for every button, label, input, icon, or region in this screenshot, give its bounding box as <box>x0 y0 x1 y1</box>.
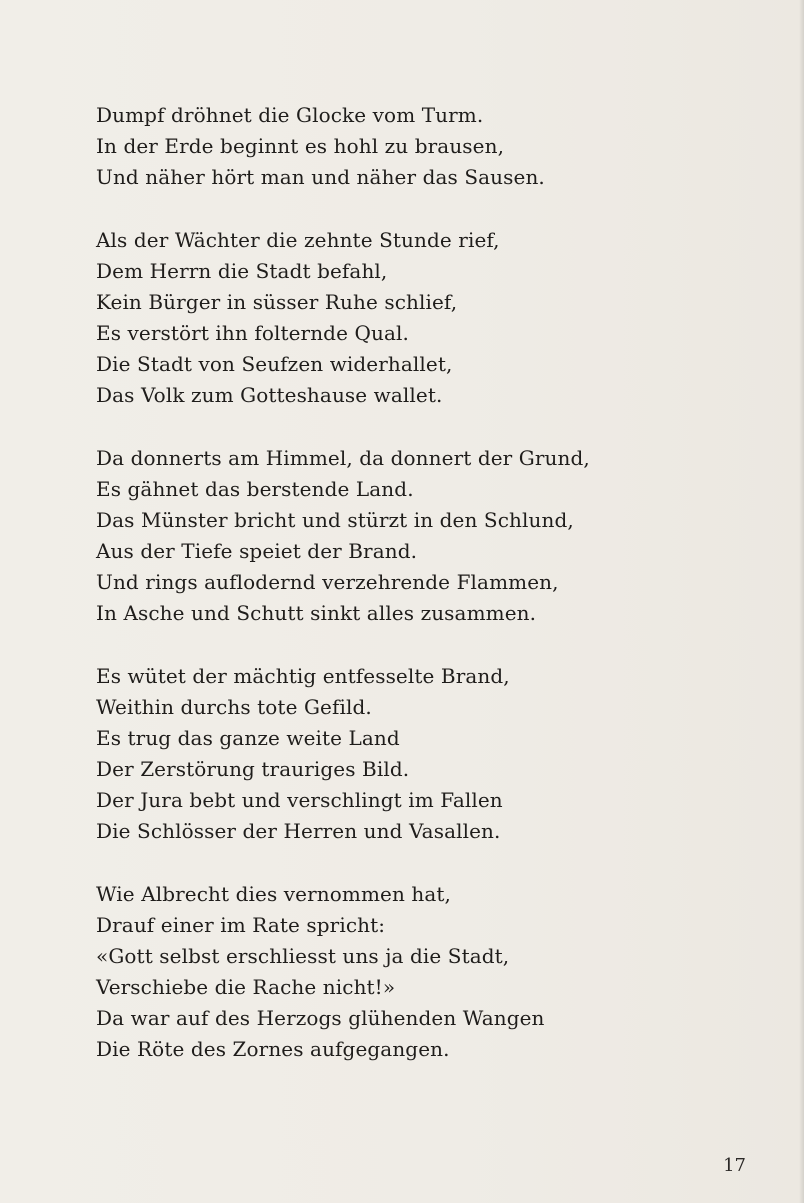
poem-line: Und näher hört man und näher das Sausen. <box>96 165 545 189</box>
poem-line: Die Röte des Zornes aufgegangen. <box>96 1037 450 1061</box>
poem-line: «Gott selbst erschliesst uns ja die Stadt, <box>96 944 510 968</box>
poem-line: Aus der Tiefe speiet der Brand. <box>96 539 418 563</box>
poem-line: Es trug das ganze weite Land <box>96 726 400 750</box>
poem-line: Verschiebe die Rache nicht!» <box>96 975 396 999</box>
poem-line: Das Münster bricht und stürzt in den Schlund, <box>96 508 574 532</box>
poem-line: Kein Bürger in süsser Ruhe schlief, <box>96 290 458 314</box>
page-edge-shadow <box>799 0 804 1203</box>
poem-line: Als der Wächter die zehnte Stunde rief, <box>96 228 500 252</box>
poem-line: Es wütet der mächtig entfesselte Brand, <box>96 664 510 688</box>
poem-line: Dem Herrn die Stadt befahl, <box>96 259 388 283</box>
poem-line: In Asche und Schutt sinkt alles zusammen. <box>96 601 537 625</box>
stanza-2 <box>96 225 776 411</box>
poem-line: Weithin durchs tote Gefild. <box>96 695 372 719</box>
poem-line: Es verstört ihn folternde Qual. <box>96 321 409 345</box>
poem-line: In der Erde beginnt es hohl zu brausen, <box>96 134 505 158</box>
poem-line: Da war auf des Herzogs glühenden Wangen <box>96 1006 545 1030</box>
poem-line: Wie Albrecht dies vernommen hat, <box>96 882 451 906</box>
poem-line: Drauf einer im Rate spricht: <box>96 913 386 937</box>
stanza-1 <box>96 100 776 193</box>
stanza-4 <box>96 661 776 847</box>
poem-line: Die Schlösser der Herren und Vasallen. <box>96 819 501 843</box>
poem-line: Und rings auflodernd verzehrende Flammen, <box>96 570 559 594</box>
page-number: 17 <box>723 1155 746 1176</box>
poem-line: Das Volk zum Gotteshause wallet. <box>96 383 443 407</box>
poem-line: Da donnerts am Himmel, da donnert der Grund, <box>96 446 590 470</box>
poem-line: Der Zerstörung trauriges Bild. <box>96 757 410 781</box>
poem-line: Es gähnet das berstende Land. <box>96 477 414 501</box>
stanza-3 <box>96 443 776 629</box>
poem-line: Der Jura bebt und verschlingt im Fallen <box>96 788 503 812</box>
stanza-5 <box>96 879 776 1065</box>
poem-line: Dumpf dröhnet die Glocke vom Turm. <box>96 103 484 127</box>
poem-text <box>96 100 776 1097</box>
poem-line: Die Stadt von Seufzen widerhallet, <box>96 352 453 376</box>
